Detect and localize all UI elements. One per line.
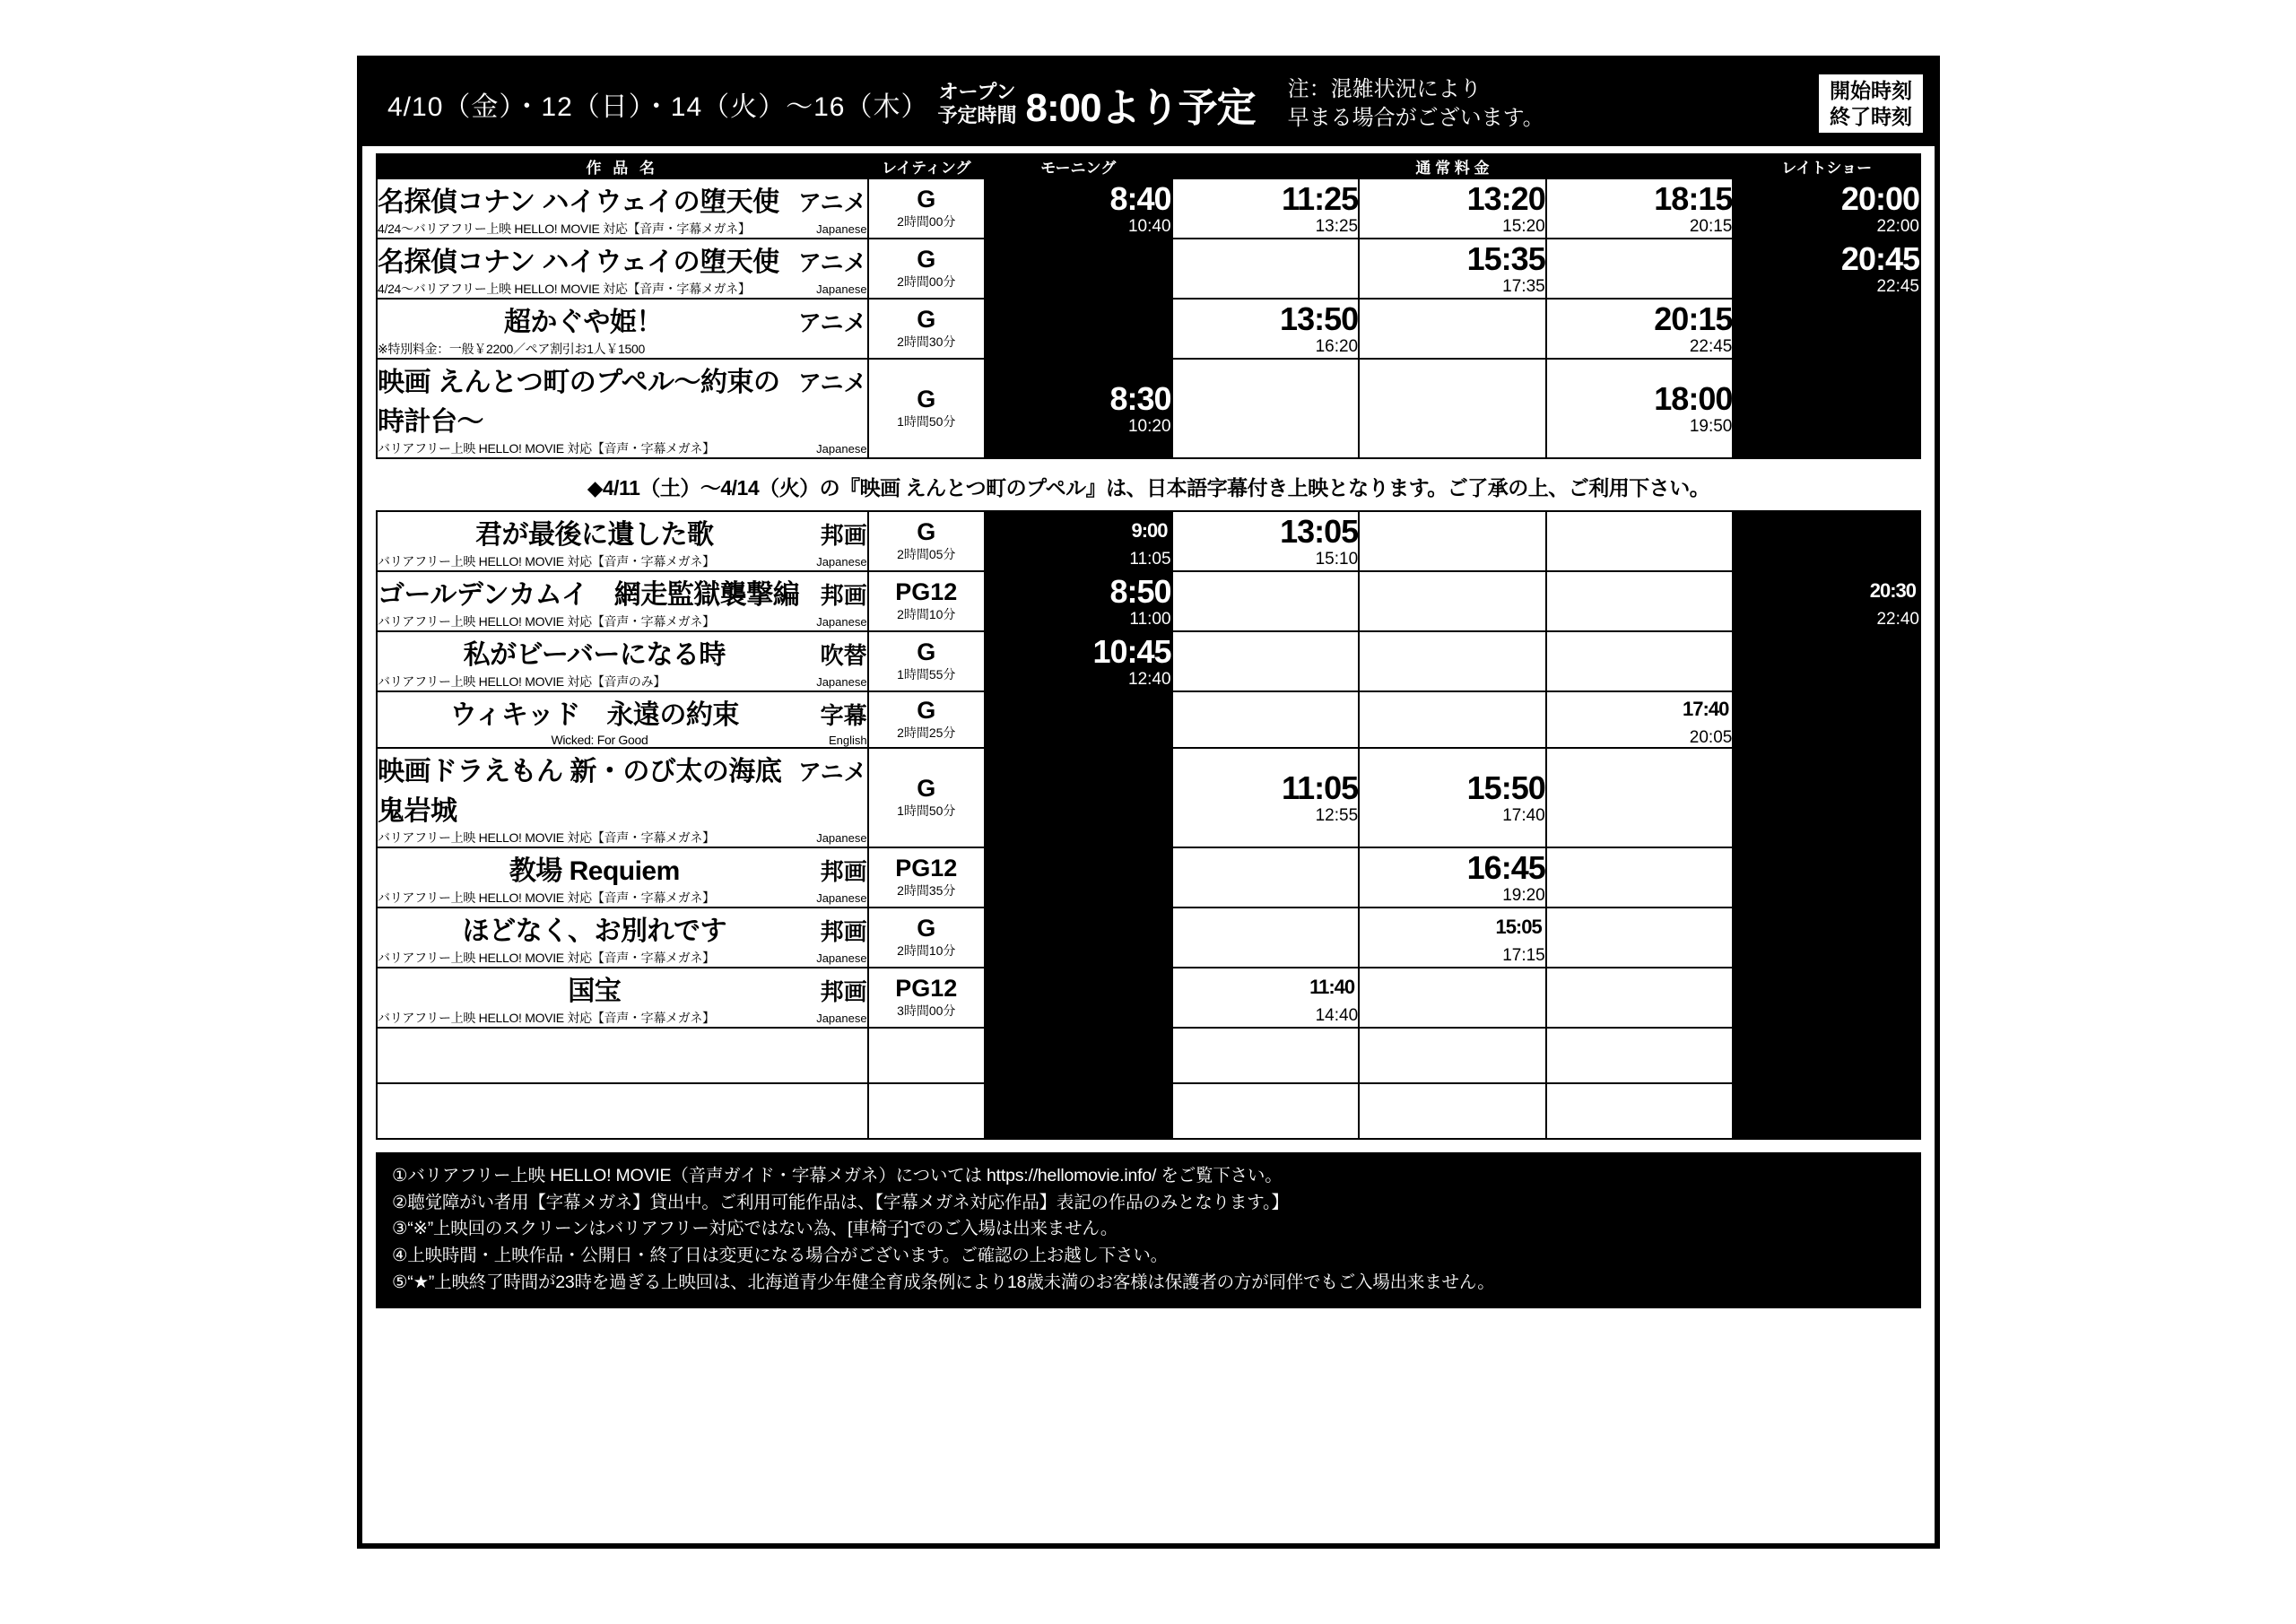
showtime-cell[interactable]	[1172, 968, 1360, 1028]
showtime-cell[interactable]	[1359, 239, 1546, 299]
showtime-cell[interactable]	[1546, 908, 1734, 968]
film-title-cell	[377, 359, 868, 458]
showtime-cell[interactable]	[1172, 1083, 1360, 1139]
table-row	[377, 178, 1920, 239]
rating-value: G	[917, 306, 936, 334]
rating-cell	[868, 299, 985, 359]
film-kind: アニメ	[797, 369, 867, 396]
runtime-value: 2時間10分	[897, 942, 956, 958]
asterisk-icon: 15:05	[1495, 915, 1542, 938]
rating-value: PG12	[895, 975, 958, 1003]
showtime-end: 11:05	[1129, 549, 1171, 569]
film-kind: アニメ	[797, 759, 867, 786]
showtime-cell[interactable]	[1172, 1028, 1360, 1083]
film-title-cell	[377, 511, 868, 571]
footer-note-line: ④上映時間・上映作品・公開日・終了日は変更になる場合がございます。ご確認の上お越し下さい。	[392, 1245, 1168, 1265]
film-title-cell	[377, 1083, 868, 1139]
rating-value: G	[917, 638, 936, 666]
showtime-end: 19:20	[1502, 885, 1545, 905]
header-note	[1288, 75, 1544, 131]
runtime-value: 2時間10分	[897, 606, 956, 621]
film-language: English	[828, 734, 867, 747]
film-title-cell	[377, 1028, 868, 1083]
showtime-cell[interactable]	[1172, 691, 1360, 748]
table-row	[377, 511, 1920, 571]
rating-cell	[868, 178, 985, 239]
film-kind: 邦画	[820, 522, 867, 549]
rating-cell	[868, 511, 985, 571]
showtime-cell[interactable]	[1733, 1083, 1920, 1139]
showtime-cell[interactable]	[1546, 1028, 1734, 1083]
table-row	[377, 571, 1920, 631]
showtime-cell[interactable]	[1733, 847, 1920, 908]
runtime-value: 2時間35分	[897, 882, 956, 898]
showtime-end: 17:15	[1502, 945, 1545, 965]
col-rating: レイティング	[868, 154, 985, 178]
rating-cell	[868, 847, 985, 908]
showtime-start: 20:00	[1840, 179, 1919, 217]
showtime-cell[interactable]	[1359, 1083, 1546, 1139]
showtime-cell[interactable]	[1733, 631, 1920, 691]
showtime-cell[interactable]	[1172, 239, 1360, 299]
showtime-cell[interactable]	[1172, 178, 1360, 239]
rating-cell	[868, 691, 985, 748]
film-title-cell	[377, 239, 868, 299]
showtime-end: 11:00	[1129, 609, 1171, 629]
rating-value: G	[917, 518, 936, 546]
film-subnote: バリアフリー上映 HELLO! MOVIE 対応【音声・字幕メガネ】	[378, 441, 715, 456]
showtime-cell[interactable]	[1359, 571, 1546, 631]
showtime-cell[interactable]	[1359, 511, 1546, 571]
film-language: Japanese	[816, 615, 867, 629]
showtime-end: 10:20	[1127, 416, 1171, 436]
showtime-cell[interactable]	[1359, 908, 1546, 968]
rating-value: PG12	[895, 855, 958, 882]
showtime-start: 18:00	[1654, 379, 1733, 417]
showtime-end: 10:40	[1127, 216, 1171, 236]
footer-note-line: ③“※”上映回のスクリーンはバリアフリー対応ではない為、[車椅子]でのご入場は出来ません。	[392, 1219, 1118, 1239]
rating-value: G	[917, 775, 936, 803]
rating-cell	[868, 748, 985, 847]
rating-value: G	[917, 246, 936, 274]
showtime-cell[interactable]	[1172, 299, 1360, 359]
showtime-cell[interactable]	[985, 511, 1172, 571]
showtime-cell[interactable]	[1359, 968, 1546, 1028]
showtime-start: 13:20	[1466, 179, 1545, 217]
runtime-value: 2時間00分	[897, 213, 956, 229]
footer-note-line: ②聴覚障がい者用【字幕メガネ】貸出中。ご利用可能作品は、【字幕メガネ対応作品】表記の作品のみとなります。】	[392, 1192, 1289, 1212]
film-language: Japanese	[816, 951, 867, 965]
showtimes-table-bottom	[376, 510, 1921, 1140]
showtime-cell[interactable]	[1172, 908, 1360, 968]
film-language: Japanese	[816, 222, 867, 236]
showtime-start: 13:50	[1280, 300, 1359, 337]
showtimes-table-top	[376, 153, 1921, 459]
runtime-value: 2時間25分	[897, 725, 956, 740]
showtime-cell[interactable]	[1546, 571, 1734, 631]
showtime-end: 22:00	[1876, 216, 1919, 236]
film-language: Japanese	[816, 831, 867, 845]
runtime-value: 3時間00分	[897, 1003, 956, 1018]
showtime-end: 13:25	[1315, 216, 1359, 236]
film-title: 超かぐや姫！	[503, 308, 663, 337]
table-row	[377, 1083, 1920, 1139]
table-row	[377, 748, 1920, 847]
rating-value: G	[917, 697, 936, 725]
showtime-cell[interactable]	[1546, 631, 1734, 691]
showtime-cell[interactable]	[1546, 968, 1734, 1028]
film-kind: 邦画	[820, 858, 867, 885]
film-kind: アニメ	[797, 189, 867, 216]
runtime-value: 2時間00分	[897, 274, 956, 289]
asterisk-icon: 17:40	[1683, 697, 1729, 720]
footer-note-line: ①バリアフリー上映 HELLO! MOVIE（音声ガイド・字幕メガネ）については https://hellomovie.info/ をご覧下さい。	[392, 1166, 1283, 1185]
showtime-cell[interactable]	[1733, 1028, 1920, 1083]
film-kind: アニメ	[797, 249, 867, 276]
col-late: レイトショー	[1733, 154, 1920, 178]
asterisk-icon: 9:00	[1131, 518, 1168, 542]
film-kind: 邦画	[820, 978, 867, 1005]
showtime-end: 16:20	[1315, 336, 1359, 356]
showtime-start: 8:30	[1109, 379, 1171, 417]
showtime-cell[interactable]	[985, 968, 1172, 1028]
film-subnote: Wicked: For Good	[551, 733, 648, 747]
showtime-end: 22:45	[1876, 276, 1919, 296]
showtime-end: 22:45	[1689, 336, 1733, 356]
legend-end-time: 終了時刻	[1830, 104, 1912, 128]
film-title: 教場 Requiem	[509, 856, 680, 886]
film-title: ウィキッド 永遠の約束	[449, 700, 739, 730]
rating-value: G	[917, 186, 936, 213]
header-dates: 4/10（金）・12（日）・14（火）〜16（木）	[387, 91, 929, 122]
column-header-row	[377, 154, 1920, 178]
showtimes-sheet	[357, 56, 1940, 1549]
showtime-end: 22:40	[1876, 609, 1919, 629]
header-open-label	[938, 81, 1017, 126]
film-language: Japanese	[816, 675, 867, 689]
showtime-cell[interactable]	[1733, 299, 1920, 359]
table-row	[377, 691, 1920, 748]
showtime-start: 13:05	[1280, 512, 1359, 550]
rating-cell	[868, 571, 985, 631]
film-subnote: バリアフリー上映 HELLO! MOVIE 対応【音声・字幕メガネ】	[378, 951, 715, 965]
table-row	[377, 847, 1920, 908]
film-subnote: バリアフリー上映 HELLO! MOVIE 対応【音声・字幕メガネ】	[378, 1011, 715, 1025]
showtime-cell[interactable]	[1733, 748, 1920, 847]
asterisk-icon: 20:30	[1869, 578, 1916, 602]
asterisk-icon: 11:40	[1309, 975, 1355, 998]
showtime-start: 11:05	[1282, 769, 1359, 806]
film-title-cell	[377, 691, 868, 748]
film-kind: 字幕	[820, 702, 867, 729]
table-row	[377, 1028, 1920, 1083]
film-title: 私がビーバーになる時	[463, 640, 726, 670]
showtime-cell[interactable]	[1546, 178, 1734, 239]
table-row	[377, 359, 1920, 458]
runtime-value: 1時間50分	[897, 803, 956, 818]
showtime-cell[interactable]	[1733, 359, 1920, 458]
showtime-cell[interactable]	[985, 631, 1172, 691]
showtime-start: 10:45	[1092, 632, 1171, 670]
showtime-cell[interactable]	[1359, 299, 1546, 359]
showtime-end: 17:35	[1502, 276, 1545, 296]
rating-cell	[868, 239, 985, 299]
showtime-start	[986, 516, 1171, 548]
runtime-value: 2時間05分	[897, 546, 956, 561]
showtime-start: 11:25	[1282, 179, 1359, 217]
rating-cell	[868, 359, 985, 458]
showtime-end: 12:40	[1128, 669, 1171, 689]
showtime-cell[interactable]	[1546, 239, 1734, 299]
film-subnote: ※特別料金：一般￥2200／ペア割引お1人￥1500	[378, 342, 646, 356]
showtime-end: 20:15	[1689, 216, 1733, 236]
showtime-cell[interactable]	[1359, 178, 1546, 239]
rating-value: G	[917, 915, 936, 942]
runtime-value: 1時間55分	[897, 666, 956, 682]
showtime-end: 14:40	[1315, 1005, 1359, 1025]
subtitle-notice: ◆4/11（土）〜4/14（火）の『映画 えんとつ町のプペル』は、日本語字幕付き上映となります。ご了承の上、ご利用下さい。	[587, 476, 1710, 499]
header-open-line1: オープン	[938, 81, 1016, 104]
film-title: 映画 えんとつ町のプペル〜約束の時計台〜	[378, 368, 780, 437]
showtime-end: 17:40	[1502, 805, 1545, 825]
showtime-start	[1360, 912, 1545, 944]
showtime-cell[interactable]	[1733, 571, 1920, 631]
table-row	[377, 968, 1920, 1028]
film-title: 名探偵コナン ハイウェイの堕天使	[378, 187, 779, 217]
showtime-cell[interactable]	[1546, 359, 1734, 458]
film-title-cell	[377, 908, 868, 968]
showtime-cell[interactable]	[1359, 1028, 1546, 1083]
table-row	[377, 631, 1920, 691]
showtime-start: 15:35	[1466, 239, 1545, 277]
showtime-start	[1173, 972, 1359, 1004]
showtime-start: 8:40	[1109, 179, 1171, 217]
film-title-cell	[377, 299, 868, 359]
showtime-cell[interactable]	[1546, 1083, 1734, 1139]
showtime-end: 15:20	[1502, 216, 1545, 236]
film-subnote: 4/24〜バリアフリー上映 HELLO! MOVIE 対応【音声・字幕メガネ】	[378, 282, 751, 296]
film-subnote: バリアフリー上映 HELLO! MOVIE 対応【音声・字幕メガネ】	[378, 614, 715, 629]
showtime-cell[interactable]	[1359, 748, 1546, 847]
header-legend	[1816, 72, 1926, 136]
showtime-cell[interactable]	[1359, 631, 1546, 691]
showtime-end: 12:55	[1315, 805, 1359, 825]
legend-start-time: 開始時刻	[1830, 78, 1912, 102]
showtime-cell[interactable]	[1172, 847, 1360, 908]
film-title-cell	[377, 631, 868, 691]
runtime-value: 1時間50分	[897, 413, 956, 429]
table-body-bottom	[377, 511, 1920, 1139]
header-note-line2: 早まる場合がございます。	[1287, 105, 1544, 130]
film-title: 国宝	[568, 977, 622, 1006]
table-row	[377, 239, 1920, 299]
showtime-cell[interactable]	[985, 1028, 1172, 1083]
rating-cell	[868, 631, 985, 691]
header-note-line1: 注：混雑状況により	[1287, 77, 1482, 102]
header-open-time: 8:00より予定	[1025, 85, 1256, 130]
table-row	[377, 299, 1920, 359]
showtime-cell[interactable]	[1546, 748, 1734, 847]
showtime-cell[interactable]	[1359, 847, 1546, 908]
showtime-cell[interactable]	[1172, 511, 1360, 571]
col-title: 作 品 名	[377, 154, 868, 178]
rating-cell	[868, 1028, 985, 1083]
film-subnote: バリアフリー上映 HELLO! MOVIE 対応【音声のみ】	[378, 674, 666, 689]
showtime-end: 20:05	[1689, 727, 1733, 747]
film-kind: 吹替	[820, 642, 867, 669]
showtime-cell[interactable]	[1359, 691, 1546, 748]
header-open-line2: 予定時間	[937, 103, 1017, 126]
film-title: ゴールデンカムイ 網走監獄襲撃編	[378, 580, 800, 610]
film-language: Japanese	[816, 282, 867, 296]
showtime-cell[interactable]	[985, 1083, 1172, 1139]
film-title-cell	[377, 847, 868, 908]
showtime-cell[interactable]	[1359, 359, 1546, 458]
showtime-cell[interactable]	[1733, 511, 1920, 571]
film-title-cell	[377, 178, 868, 239]
film-language: Japanese	[816, 555, 867, 569]
showtime-cell[interactable]	[985, 847, 1172, 908]
showtime-cell[interactable]	[985, 359, 1172, 458]
film-title: 映画ドラえもん 新・のび太の海底鬼岩城	[378, 757, 782, 826]
showtime-cell[interactable]	[985, 299, 1172, 359]
table-body-top	[377, 178, 1920, 458]
col-morning: モーニング	[985, 154, 1172, 178]
film-language: Japanese	[816, 442, 867, 456]
film-language: Japanese	[816, 891, 867, 905]
showtime-cell[interactable]	[1546, 299, 1734, 359]
showtime-end: 15:10	[1315, 549, 1359, 569]
showtime-cell[interactable]	[985, 691, 1172, 748]
film-title-cell	[377, 748, 868, 847]
showtime-cell[interactable]	[1733, 968, 1920, 1028]
rating-cell	[868, 968, 985, 1028]
footer-note-line: ⑤“★”上映終了時間が23時を過ぎる上映回は、北海道青少年健全育成条例により18歳未満のお客様は保護者の方が同伴でもご入場出来ません。	[392, 1272, 1495, 1292]
footer-notes	[376, 1152, 1921, 1308]
film-title: ほどなく、お別れです	[462, 916, 726, 946]
showtime-cell[interactable]	[985, 178, 1172, 239]
film-title: 君が最後に遺した歌	[475, 520, 714, 550]
film-title-cell	[377, 571, 868, 631]
runtime-value: 2時間30分	[897, 334, 956, 349]
showtime-cell[interactable]	[1546, 847, 1734, 908]
film-language: Japanese	[816, 1012, 867, 1025]
showtime-cell[interactable]	[1546, 511, 1734, 571]
film-subnote: 4/24〜バリアフリー上映 HELLO! MOVIE 対応【音声・字幕メガネ】	[378, 221, 751, 236]
film-kind: 邦画	[820, 582, 867, 609]
showtime-cell[interactable]	[1172, 631, 1360, 691]
showtime-cell[interactable]	[1172, 571, 1360, 631]
showtime-start: 15:50	[1466, 769, 1545, 806]
showtime-start	[1547, 694, 1733, 726]
sheet-header	[362, 61, 1935, 146]
showtime-cell[interactable]	[985, 748, 1172, 847]
film-subnote: バリアフリー上映 HELLO! MOVIE 対応【音声・字幕メガネ】	[378, 890, 715, 905]
rating-value: G	[917, 386, 936, 413]
showtime-cell[interactable]	[1546, 691, 1734, 748]
showtime-start: 16:45	[1466, 848, 1545, 886]
showtime-cell[interactable]	[1172, 748, 1360, 847]
film-subnote: バリアフリー上映 HELLO! MOVIE 対応【音声・字幕メガネ】	[378, 830, 715, 845]
table-row	[377, 908, 1920, 968]
rating-value: PG12	[895, 578, 958, 606]
showtime-start: 20:45	[1840, 239, 1919, 277]
film-kind: アニメ	[797, 309, 867, 336]
showtime-start	[1734, 576, 1919, 608]
showtime-cell[interactable]	[985, 571, 1172, 631]
showtime-cell[interactable]	[1733, 178, 1920, 239]
showtime-start: 20:15	[1654, 300, 1733, 337]
showtime-cell[interactable]	[1733, 239, 1920, 299]
showtime-cell[interactable]	[1733, 691, 1920, 748]
showtime-cell[interactable]	[1172, 359, 1360, 458]
showtime-cell[interactable]	[985, 239, 1172, 299]
film-title: 名探偵コナン ハイウェイの堕天使	[378, 248, 779, 277]
col-regular: 通 常 料 金	[1172, 154, 1734, 178]
rating-cell	[868, 1083, 985, 1139]
film-kind: 邦画	[820, 918, 867, 945]
film-subnote: バリアフリー上映 HELLO! MOVIE 対応【音声・字幕メガネ】	[378, 554, 715, 569]
rating-cell	[868, 908, 985, 968]
showtime-cell[interactable]	[1733, 908, 1920, 968]
film-title-cell	[377, 968, 868, 1028]
showtime-start: 8:50	[1109, 572, 1171, 610]
showtime-start: 18:15	[1654, 179, 1733, 217]
showtime-end: 19:50	[1689, 416, 1733, 436]
showtime-cell[interactable]	[985, 908, 1172, 968]
